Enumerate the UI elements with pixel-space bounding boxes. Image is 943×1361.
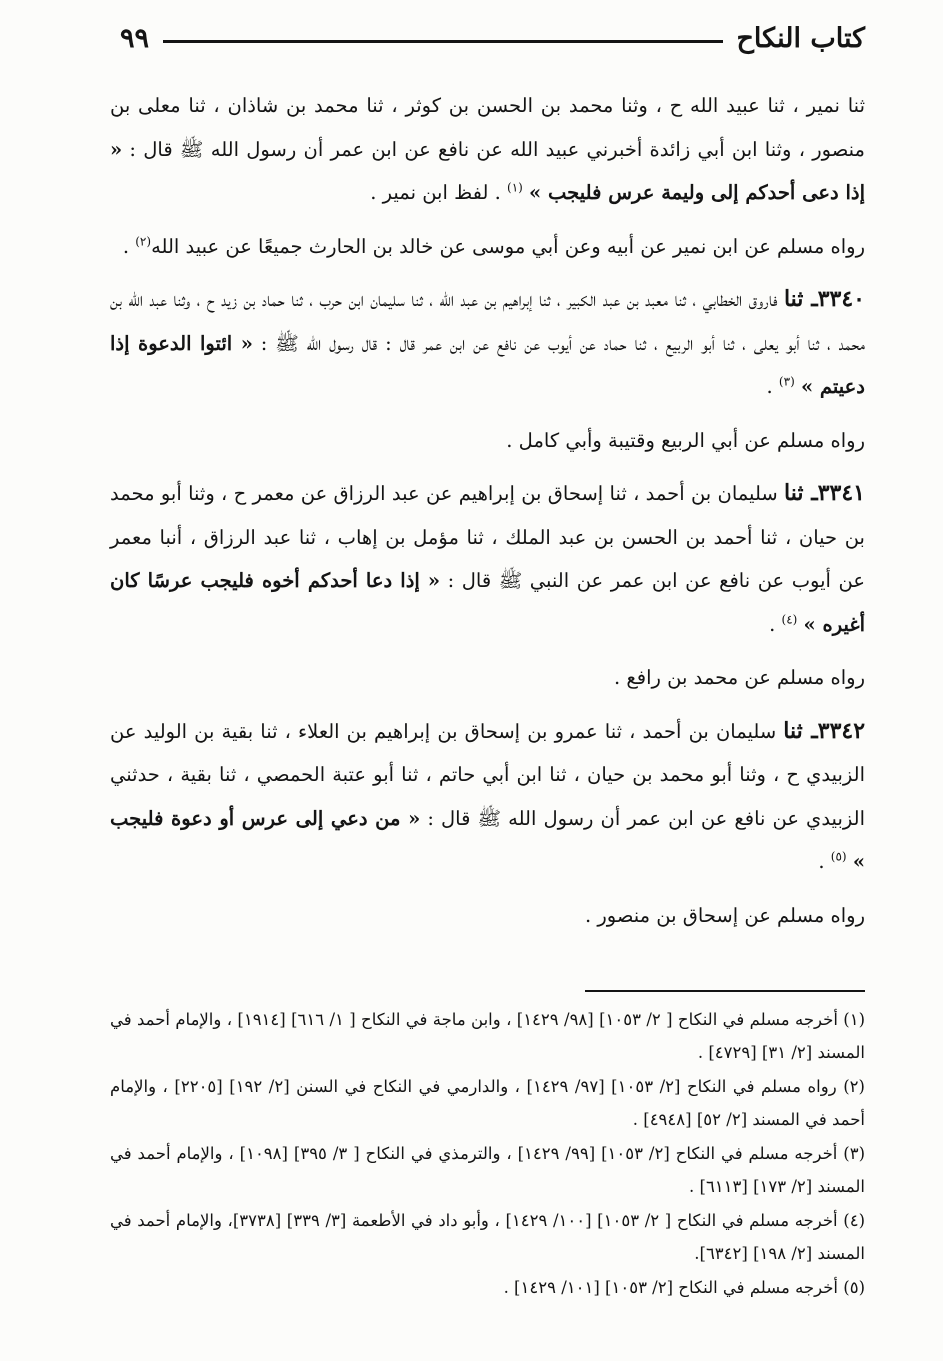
- narration-text: رواه مسلم عن ابن نمير عن أبيه وعن أبي موسى عن خالد بن الحارث جميعًا عن عبيد الله: [151, 234, 865, 258]
- chapter-title: كتاب النكاح: [736, 22, 865, 54]
- hadith-text: « إذا دعى أحدكم إلى وليمة عرس فليجب »: [110, 137, 865, 204]
- narration-text: رواه مسلم عن إسحاق بن منصور .: [584, 903, 865, 927]
- narration-text: رواه مسلم عن أبي الربيع وقتيبة وأبي كامل .: [506, 428, 865, 452]
- narration-text: .: [818, 850, 831, 873]
- footnote: (٤) أخرجه مسلم في النكاح [ ٢/ ١٠٥٣] [١٠٠/ ١٤٢٩] ، وأبو داد في الأطعمة [٣/ ٣٣٩] [٣٧٣٨]، والإمام أحمد في المسند [٢/ ١٩٨] [٦٣٤٢].: [110, 1211, 865, 1263]
- footnote-ref: (٥): [830, 849, 847, 864]
- hadith-text: « من دعي إلى عرس أو دعوة فليجب »: [110, 806, 865, 873]
- narration-text: .: [769, 612, 782, 636]
- narration-text: فاروق الخطابي ، ثنا معبد بن عبد الكبير ، ثنا إبراهيم بن عبد الله ، ثنا سليمان ابن حرب ، ثنا حماد بن زيد ح ، وثنا عبد الله بن محمد ، ثنا أبو يعلى ، ثنا أبو الربيع ، ثنا حماد عن أيوب عن نافع عن ابن عمر قال : قال رسول الله ﷺ :: [110, 288, 865, 355]
- hadith-text: « ائتوا الدعوة إذا دعيتم »: [110, 331, 865, 398]
- footnote-ref: (١): [507, 180, 523, 195]
- footnote-ref: (٣): [778, 374, 795, 389]
- paragraph-1: [110, 84, 865, 215]
- paragraph-6: [110, 656, 865, 700]
- narration-text: رواه مسلم عن محمد بن رافع .: [614, 666, 865, 689]
- paragraph-8: [110, 894, 865, 938]
- narration-text: سليمان بن أحمد ، ثنا إسحاق بن إبراهيم عن عبد الرزاق عن معمر ح ، وثنا أبو محمد بن حيان ، ثنا أحمد بن الحسن بن عبد الملك ، ثنا مؤمل بن إهاب ، ثنا عبد الرزاق ، أنبا معمر عن أيوب عن نافع عن ابن عمر عن النبي ﷺ قال :: [110, 482, 865, 592]
- footnote: (٣) أخرجه مسلم في النكاح [٢/ ١٠٥٣] [٩٩/ ١٤٢٩] ، والترمذي في النكاح [ ٣/ ٣٩٥] [١٠٩٨] ، والإمام أحمد في المسند [٢/ ١٧٣] [٦١١٣] .: [110, 1144, 866, 1196]
- hadith-text: « إذا دعا أحدكم أخوه فليجب عرسًا كان أغيره »: [110, 569, 865, 636]
- hadith-number: ٣٣٤١ـ ثنا: [784, 480, 865, 506]
- footnote-ref: (٢): [135, 234, 152, 248]
- footnote-separator: [585, 990, 865, 992]
- narration-text: .: [122, 234, 136, 258]
- narration-text: . لفظ ابن نمير .: [370, 181, 508, 204]
- hadith-number: ٣٣٤٢ـ ثنا: [783, 717, 866, 744]
- running-header: [120, 18, 865, 58]
- footnote: (٢) رواه مسلم في النكاح [٢/ ١٠٥٣] [٩٧/ ١٤٢٩] ، والدارمي في النكاح في السنن [٢/ ١٩٢] [٢٢٠٥] ، والإمام أحمد في المسند [٢/ ٥٢] [٤٩٤٨] .: [110, 1077, 865, 1129]
- narration-text: ثنا نمير ، ثنا عبيد الله ح ، وثنا محمد بن الحسن بن كوثر ، ثنا محمد بن شاذان ، ثنا معلى بن منصور ، وثنا ابن أبي زائدة أخبرني عبيد الله عن نافع عن ابن عمر أن رسول الله ﷺ قال :: [110, 94, 865, 161]
- header-rule: [163, 40, 722, 43]
- paragraph-4: [110, 419, 865, 463]
- hadith-number: ٣٣٤٠ـ ثنا: [783, 286, 865, 312]
- paragraph-7: [110, 710, 865, 884]
- footnote-ref: (٤): [781, 612, 798, 626]
- main-text: [110, 84, 865, 937]
- paragraph-2: [110, 225, 865, 269]
- page-number: ٩٩: [120, 22, 150, 54]
- paragraph-5: [110, 472, 865, 646]
- narration-text: .: [766, 375, 779, 398]
- footnote: (٥) أخرجه مسلم في النكاح [٢/ ١٠٥٣] [١٠١/ ١٤٢٩] .: [503, 1278, 865, 1297]
- footnote: (١) أخرجه مسلم في النكاح [ ٢/ ١٠٥٣] [٩٨/ ١٤٢٩] ، وابن ماجة في النكاح [ ١/ ٦١٦] [١٩١٤] ، والإمام أحمد في المسند [٢/ ٣١] [٤٧٢٩] .: [110, 1010, 866, 1062]
- paragraph-3: [110, 278, 865, 409]
- footnotes: [110, 1003, 865, 1305]
- narration-text: سليمان بن أحمد ، ثنا عمرو بن إسحاق بن إبراهيم بن العلاء ، ثنا بقية بن الوليد عن الزبيدي ح ، وثنا أبو محمد بن حيان ، ثنا ابن أبي حاتم ، ثنا أبو عتبة الحمصي ، ثنا بقية ، حدثني الزبيدي عن نافع عن ابن عمر أن رسول الله ﷺ قال :: [110, 719, 865, 830]
